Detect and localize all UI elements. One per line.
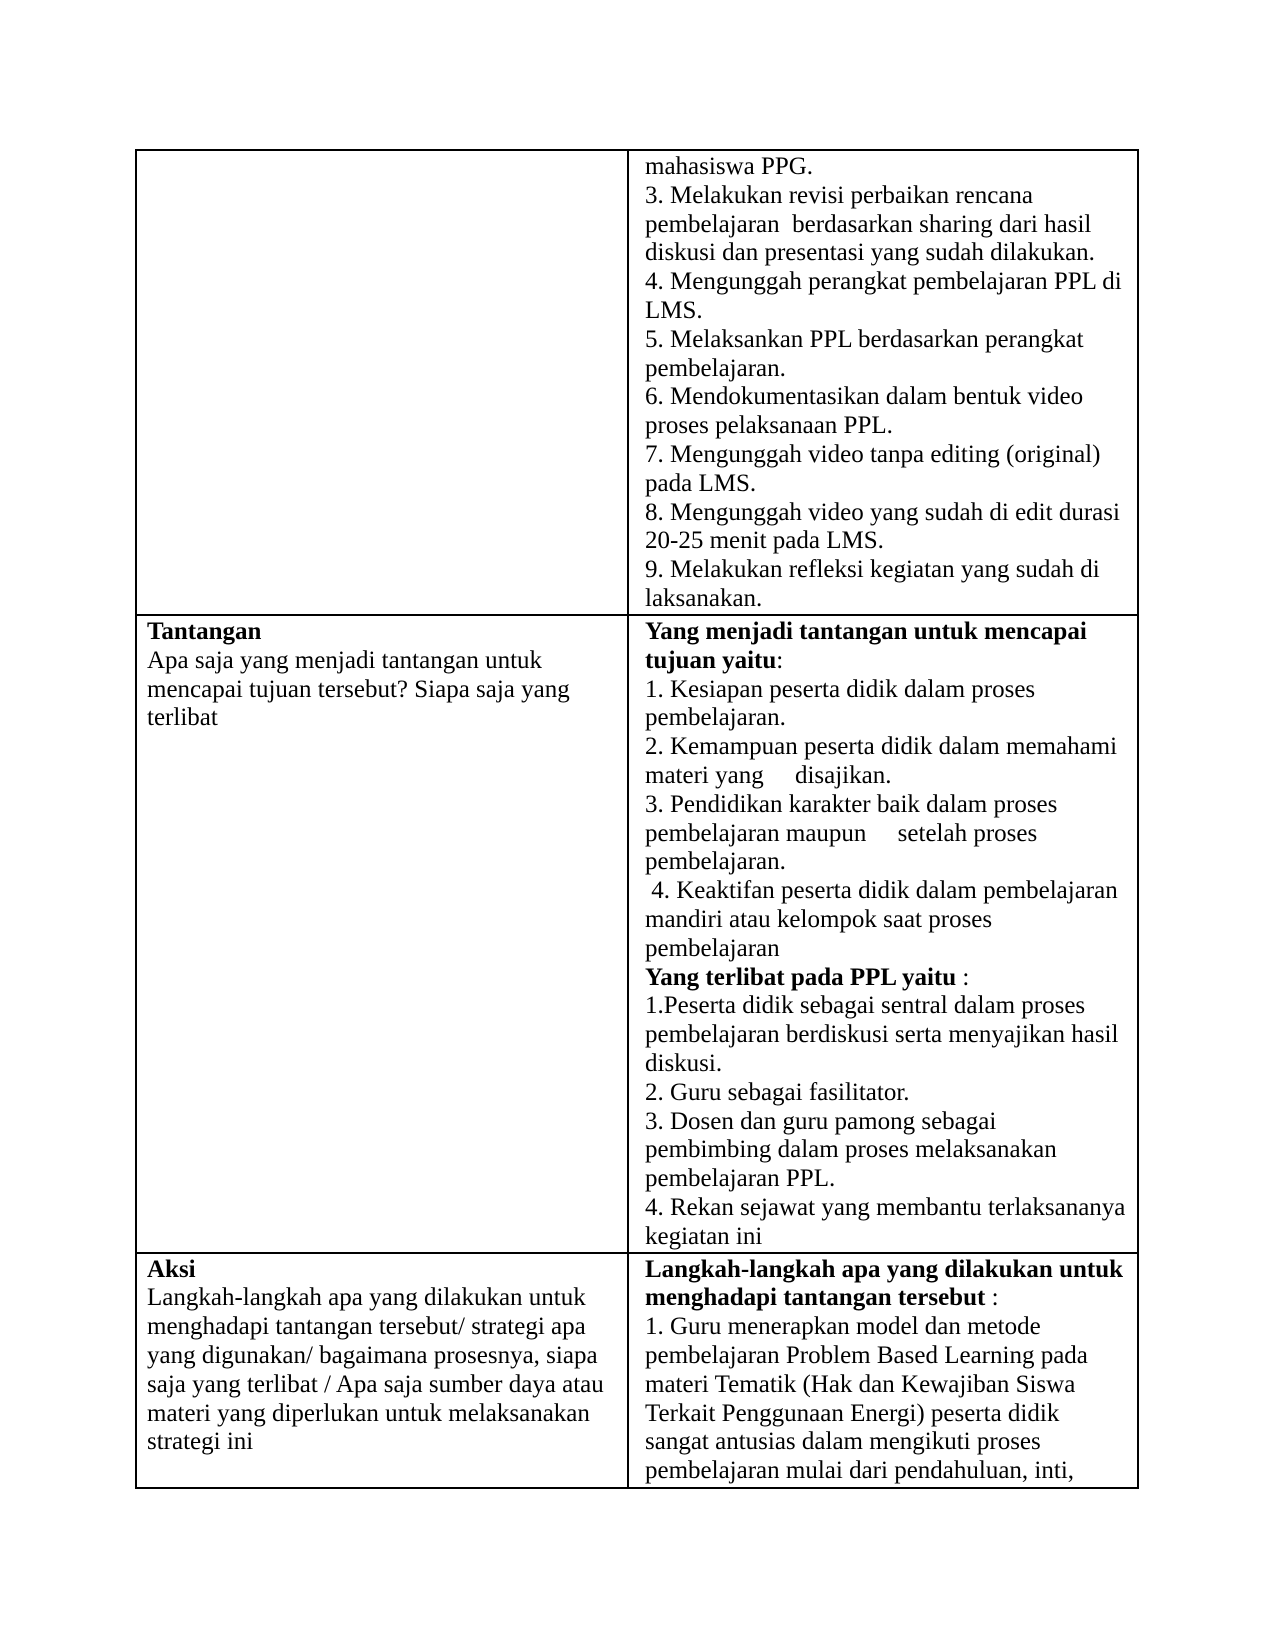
text-line	[645, 585, 1131, 614]
text-run: kegiatan ini	[645, 1222, 763, 1250]
bold-text-run: Langkah-langkah apa yang dilakukan untuk	[645, 1255, 1124, 1283]
text-line	[645, 211, 1131, 240]
text-line	[645, 618, 1131, 647]
text-line	[645, 499, 1131, 528]
text-run: Terkait Penggunaan Energi) peserta didik	[645, 1399, 1060, 1427]
text-line	[645, 1371, 1131, 1400]
text-run: 1. Kesiapan peserta didik dalam proses	[645, 675, 1036, 703]
text-line	[147, 1284, 621, 1313]
text-run: 7. Mengunggah video tanpa editing (original)	[645, 440, 1101, 468]
text-line	[147, 1428, 621, 1457]
text-run: 6. Mendokumentasikan dalam bentuk video	[645, 383, 1084, 411]
text-line	[645, 1400, 1131, 1429]
paragraph	[645, 499, 1131, 557]
bold-text-run: Aksi	[147, 1255, 196, 1283]
cell-tantangan-prompt	[136, 615, 628, 1253]
table-row-continued-steps	[136, 150, 1138, 615]
best-practice-table	[135, 149, 1139, 1489]
text-line	[645, 964, 1131, 993]
text-run: strategi ini	[147, 1428, 254, 1456]
text-run: :	[985, 1284, 999, 1312]
bold-text-run: Tantangan	[147, 618, 262, 645]
text-line	[645, 1256, 1131, 1285]
paragraph	[645, 791, 1131, 877]
text-run: 4. Mengunggah perangkat pembelajaran PPL di	[645, 268, 1122, 296]
paragraph	[645, 1108, 1131, 1194]
paragraph	[645, 556, 1131, 614]
text-run: saja yang terlibat / Apa saja sumber daya atau	[147, 1370, 604, 1398]
text-run: pembelajaran PPL.	[645, 1165, 836, 1193]
text-line	[645, 326, 1131, 355]
text-line	[645, 1079, 1131, 1108]
text-line	[645, 820, 1131, 849]
paragraph	[645, 383, 1131, 441]
text-line	[147, 1342, 621, 1371]
text-line	[645, 383, 1131, 412]
text-line	[147, 1256, 621, 1285]
paragraph	[147, 1256, 621, 1285]
paragraph	[645, 441, 1131, 499]
text-line	[645, 527, 1131, 556]
text-line	[645, 412, 1131, 441]
text-line	[147, 1400, 621, 1429]
text-line	[147, 1313, 621, 1342]
text-run: pembelajaran Problem Based Learning pada	[645, 1341, 1088, 1369]
text-line	[645, 704, 1131, 733]
text-run: sangat antusias dalam mengikuti proses	[645, 1428, 1041, 1456]
cell-tantangan-answer	[628, 615, 1138, 1253]
text-line	[147, 647, 621, 676]
text-line	[645, 791, 1131, 820]
text-run: pembelajaran.	[645, 848, 786, 876]
paragraph	[645, 618, 1131, 676]
paragraph	[147, 647, 621, 733]
text-run: 1. Guru menerapkan model dan metode	[645, 1313, 1041, 1341]
text-run: laksanakan.	[645, 584, 763, 612]
text-run: 5. Melaksankan PPL berdasarkan perangkat	[645, 325, 1084, 353]
text-run: 2. Guru sebagai fasilitator.	[645, 1078, 910, 1106]
text-line	[147, 1371, 621, 1400]
text-line	[645, 153, 1131, 182]
paragraph	[147, 1284, 621, 1457]
text-run: LMS.	[645, 296, 703, 324]
text-run: mahasiswa PPG.	[645, 153, 814, 180]
text-run: Apa saja yang menjadi tantangan untuk	[147, 646, 543, 674]
paragraph	[645, 1256, 1131, 1314]
text-line	[645, 1284, 1131, 1313]
text-line	[645, 647, 1131, 676]
text-line	[645, 182, 1131, 211]
cell-continued-prompt-empty	[136, 150, 628, 615]
text-run: :	[776, 646, 784, 674]
text-run: pada LMS.	[645, 469, 757, 497]
text-line	[645, 470, 1131, 499]
text-line	[645, 1108, 1131, 1137]
text-line	[645, 762, 1131, 791]
text-run: :	[956, 963, 970, 991]
text-run: yang digunakan/ bagaimana prosesnya, siapa	[147, 1341, 598, 1369]
text-line	[645, 1136, 1131, 1165]
text-line	[645, 676, 1131, 705]
text-run: 2. Kemampuan peserta didik dalam memahami	[645, 733, 1118, 761]
text-line	[147, 676, 621, 705]
text-run: 1.Peserta didik sebagai sentral dalam proses	[645, 992, 1086, 1020]
paragraph	[645, 268, 1131, 326]
text-line	[645, 848, 1131, 877]
paragraph	[645, 1079, 1131, 1108]
text-run: pembimbing dalam proses melaksanakan	[645, 1136, 1057, 1164]
text-run: mencapai tujuan tersebut? Siapa saja yang	[147, 675, 570, 703]
text-run: materi yang disajikan.	[645, 761, 892, 789]
paragraph	[645, 992, 1131, 1078]
paragraph	[645, 182, 1131, 268]
text-line	[645, 297, 1131, 326]
text-run: 4. Rekan sejawat yang membantu terlaksananya	[645, 1193, 1126, 1221]
text-line	[645, 441, 1131, 470]
text-line	[645, 1050, 1131, 1079]
text-run: Langkah-langkah apa yang dilakukan untuk	[147, 1284, 586, 1312]
text-run: 3. Melakukan revisi perbaikan rencana	[645, 181, 1034, 209]
text-run: 4. Keaktifan peserta didik dalam pembelajaran	[645, 877, 1118, 905]
bold-text-run: tujuan yaitu	[645, 646, 777, 674]
paragraph	[645, 1194, 1131, 1252]
paragraph	[645, 1313, 1131, 1486]
text-line	[645, 355, 1131, 384]
text-line	[147, 618, 621, 647]
text-line	[147, 704, 621, 733]
text-line	[645, 1428, 1131, 1457]
paragraph	[645, 326, 1131, 384]
text-run: diskusi.	[645, 1049, 723, 1077]
text-line	[645, 1194, 1131, 1223]
text-line	[645, 935, 1131, 964]
text-line	[645, 1223, 1131, 1252]
text-run: pembelajaran maupun setelah proses	[645, 819, 1038, 847]
paragraph	[645, 153, 1131, 182]
text-line	[645, 239, 1131, 268]
text-run: pembelajaran.	[645, 354, 786, 382]
text-run: pembelajaran mulai dari pendahuluan, inti,	[645, 1457, 1075, 1485]
text-line	[645, 992, 1131, 1021]
text-line	[645, 1457, 1131, 1486]
text-run: materi Tematik (Hak dan Kewajiban Siswa	[645, 1370, 1076, 1398]
text-run: 3. Pendidikan karakter baik dalam proses	[645, 790, 1058, 818]
text-line	[645, 906, 1131, 935]
text-run: pembelajaran berdiskusi serta menyajikan hasil	[645, 1021, 1119, 1049]
text-run: menghadapi tantangan tersebut/ strategi apa	[147, 1313, 586, 1341]
text-line	[645, 1165, 1131, 1194]
text-run: pembelajaran.	[645, 704, 786, 732]
table-row-aksi	[136, 1253, 1138, 1488]
cell-aksi-prompt	[136, 1253, 628, 1488]
paragraph	[645, 877, 1131, 963]
text-run: 3. Dosen dan guru pamong sebagai	[645, 1107, 997, 1135]
paragraph	[645, 733, 1131, 791]
paragraph	[645, 676, 1131, 734]
text-line	[645, 1313, 1131, 1342]
bold-text-run: menghadapi tantangan tersebut	[645, 1284, 986, 1312]
text-run: 8. Mengunggah video yang sudah di edit durasi	[645, 498, 1120, 526]
text-line	[645, 1021, 1131, 1050]
cell-aksi-answer	[628, 1253, 1138, 1488]
text-run: 20-25 menit pada LMS.	[645, 527, 884, 555]
text-line	[645, 733, 1131, 762]
text-run: proses pelaksanaan PPL.	[645, 412, 893, 440]
text-line	[645, 268, 1131, 297]
paragraph	[645, 964, 1131, 993]
text-run: pembelajaran	[645, 934, 780, 962]
text-run: diskusi dan presentasi yang sudah dilakukan.	[645, 239, 1095, 267]
text-run: materi yang diperlukan untuk melaksanakan	[147, 1399, 590, 1427]
bold-text-run: Yang terlibat pada PPL yaitu	[645, 963, 957, 991]
text-line	[645, 877, 1131, 906]
text-line	[645, 556, 1131, 585]
text-line	[645, 1342, 1131, 1371]
text-run: mandiri atau kelompok saat proses	[645, 905, 993, 933]
text-run: pembelajaran berdasarkan sharing dari hasil	[645, 210, 1092, 238]
paragraph	[147, 618, 621, 647]
table-row-tantangan	[136, 615, 1138, 1253]
bold-text-run: Yang menjadi tantangan untuk mencapai	[645, 618, 1087, 645]
text-run: terlibat	[147, 704, 218, 732]
cell-continued-steps-answer	[628, 150, 1138, 615]
text-run: 9. Melakukan refleksi kegiatan yang sudah di	[645, 556, 1100, 584]
